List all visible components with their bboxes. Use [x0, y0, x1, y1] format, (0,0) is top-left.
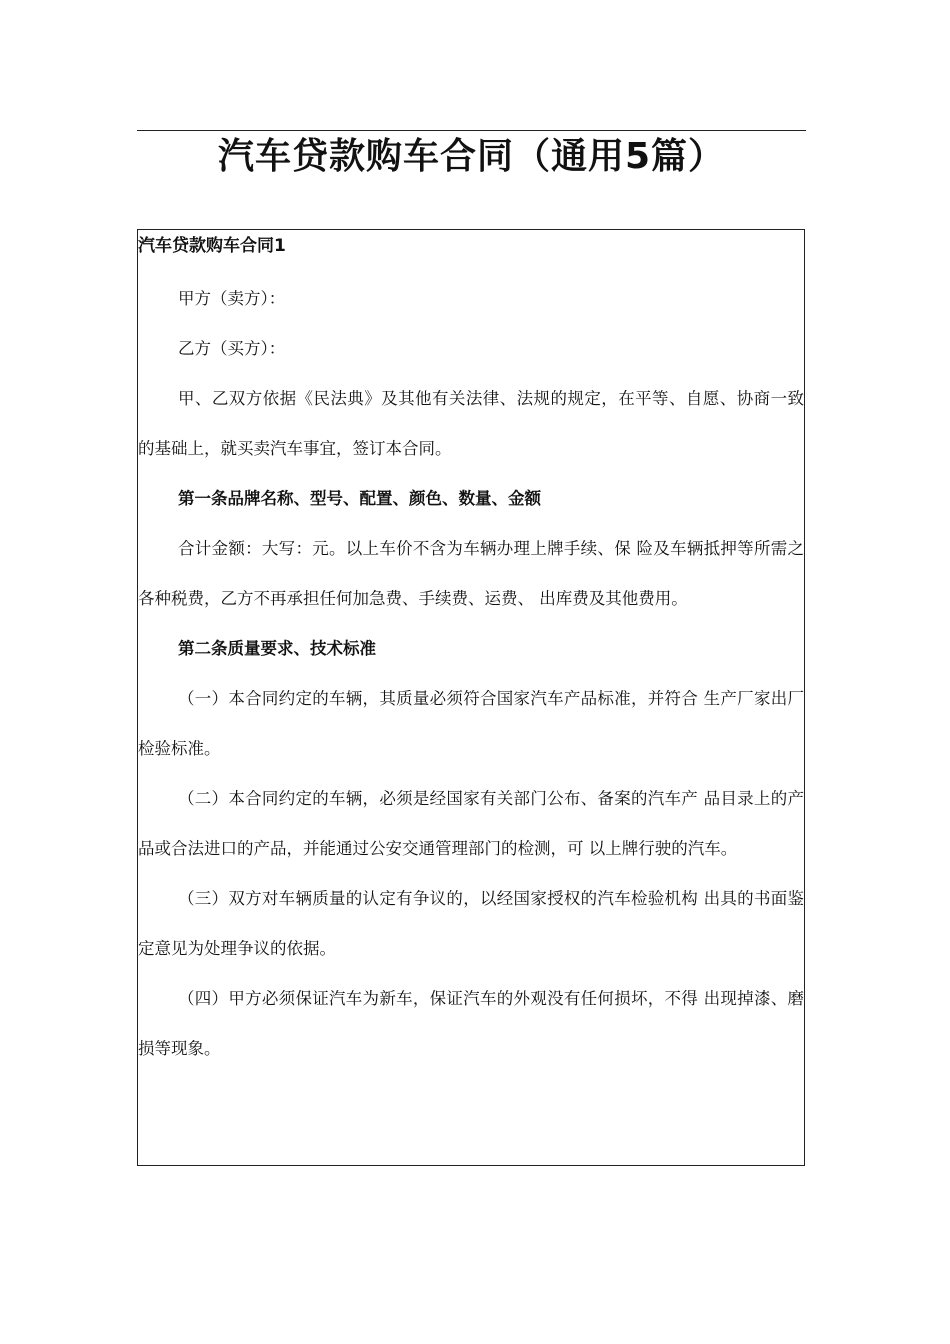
- party-a-line: 甲方（卖方）：: [178, 289, 286, 308]
- section-title: 汽车贷款购车合同1: [138, 236, 286, 256]
- article-1-heading: 第一条品牌名称、型号、配置、颜色、数量、金额: [178, 489, 541, 508]
- preamble-paragraph: 甲、乙双方依据《民法典》及其他有关法律、法规的规定，在平等、自愿、协商一致的基础上，就买卖汽车事宜，签订本合同。: [138, 389, 804, 458]
- quality-clause-2: （二）本合同约定的车辆，必须是经国家有关部门公布、备案的汽车产 品目录上的产品或合法进口的产品，并能通过公安交通管理部门的检测，可 以上牌行驶的汽车。: [138, 789, 804, 858]
- quality-clause-4: （四）甲方必须保证汽车为新车，保证汽车的外观没有任何损坏，不得 出现掉漆、磨损等现象。: [138, 989, 804, 1058]
- contract-body: [138, 274, 804, 1074]
- document-title: 汽车贷款购车合同（通用5篇）: [217, 136, 726, 177]
- party-b-line: 乙方（买方）：: [178, 339, 286, 358]
- article-2-heading: 第二条质量要求、技术标准: [178, 639, 376, 658]
- quality-clause-3: （三）双方对车辆质量的认定有争议的，以经国家授权的汽车检验机构 出具的书面鉴定意见为处理争议的依据。: [138, 889, 804, 958]
- title-top-rule: [137, 130, 806, 131]
- total-amount-paragraph: 合计金额：大写：元。以上车价不含为车辆办理上牌手续、保 险及车辆抵押等所需之各种税费，乙方不再承担任何加急费、手续费、运费、 出库费及其他费用。: [138, 539, 804, 608]
- quality-clause-1: （一）本合同约定的车辆，其质量必须符合国家汽车产品标准，并符合 生产厂家出厂检验标准。: [138, 689, 804, 758]
- contract-content-box: [137, 229, 805, 1166]
